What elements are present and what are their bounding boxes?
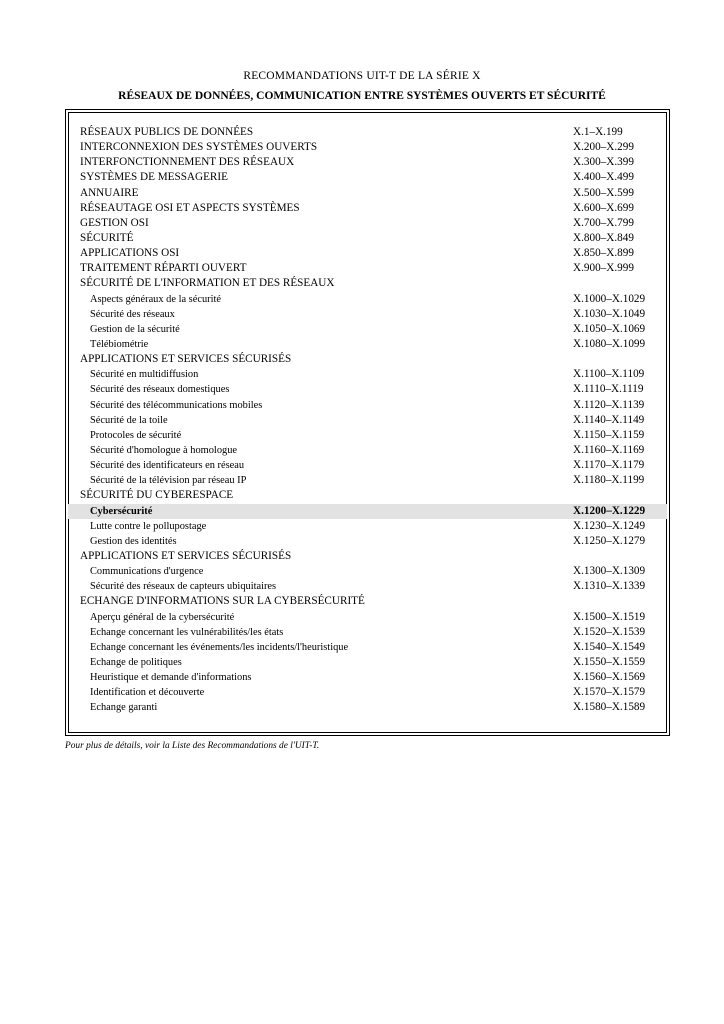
row-range: X.1100–X.1109 (573, 368, 645, 381)
row-label: Cybersécurité (90, 505, 153, 517)
row-label: SÉCURITÉ (80, 231, 134, 244)
row-label: ECHANGE D'INFORMATIONS SUR LA CYBERSÉCURITÉ (80, 595, 365, 608)
row-label: Echange garanti (90, 702, 158, 714)
section-heading-row (68, 276, 667, 291)
section-heading-row (68, 594, 667, 609)
row-label: Sécurité des identificateurs en réseau (90, 460, 245, 472)
row-range: X.700–X.799 (573, 216, 634, 229)
row-range: X.1170–X.1179 (573, 459, 645, 472)
table-row (68, 367, 667, 382)
section-heading-row (68, 352, 667, 367)
row-label: Gestion de la sécurité (90, 323, 180, 335)
section-heading-row (68, 170, 667, 185)
table-row (68, 610, 667, 625)
row-range: X.1000–X.1029 (573, 292, 646, 305)
table-row (68, 337, 667, 352)
row-range: X.1160–X.1169 (573, 443, 645, 456)
table-row (68, 534, 667, 549)
section-heading-row (68, 125, 667, 140)
table-row (68, 322, 667, 337)
section-heading-row (68, 488, 667, 503)
series-title: RECOMMANDATIONS UIT-T DE LA SÉRIE X (243, 70, 481, 82)
footnote: Pour plus de détails, voir la Liste des Recommandations de l'UIT-T. (65, 741, 320, 751)
table-row (68, 398, 667, 413)
recommendations-table (68, 125, 667, 715)
row-range: X.1140–X.1149 (573, 413, 645, 426)
row-label: INTERCONNEXION DES SYSTÈMES OUVERTS (80, 141, 318, 154)
row-label: Sécurité des réseaux de capteurs ubiquitaires (90, 581, 277, 593)
table-row (68, 307, 667, 322)
row-range: X.600–X.699 (573, 201, 634, 214)
row-label: Communications d'urgence (90, 566, 204, 578)
table-row (68, 413, 667, 428)
row-label: Sécurité des télécommunications mobiles (90, 399, 263, 411)
row-label: Télébiométrie (90, 338, 149, 350)
row-range: X.1120–X.1139 (573, 398, 645, 411)
row-range: X.1200–X.1229 (573, 504, 646, 517)
row-range: X.850–X.899 (573, 247, 634, 260)
row-label: Sécurité des réseaux (90, 308, 175, 320)
row-range: X.1500–X.1519 (573, 610, 646, 623)
row-range: X.1–X.199 (573, 126, 623, 138)
section-heading-row (68, 186, 667, 201)
section-heading-row (68, 549, 667, 564)
table-row (68, 670, 667, 685)
row-label: SÉCURITÉ DE L'INFORMATION ET DES RÉSEAUX (80, 277, 335, 290)
row-label: Heuristique et demande d'informations (90, 672, 252, 684)
row-label: APPLICATIONS ET SERVICES SÉCURISÉS (80, 353, 292, 366)
table-row (68, 428, 667, 443)
row-range: X.1080–X.1099 (573, 337, 646, 350)
row-range: X.1560–X.1569 (573, 671, 646, 684)
row-range: X.800–X.849 (573, 231, 634, 244)
table-row (68, 443, 667, 458)
table-row (68, 458, 667, 473)
table-row (68, 504, 667, 519)
row-label: Sécurité d'homologue à homologue (90, 444, 238, 456)
row-range: X.1180–X.1199 (573, 474, 645, 487)
row-label: APPLICATIONS OSI (80, 247, 180, 260)
table-row (68, 640, 667, 655)
row-label: Aperçu général de la cybersécurité (90, 611, 235, 623)
table-row (68, 382, 667, 397)
row-label: SYSTÈMES DE MESSAGERIE (80, 171, 228, 184)
row-range: X.1580–X.1589 (573, 701, 646, 714)
table-row (68, 579, 667, 594)
section-heading-row (68, 231, 667, 246)
row-range: X.1110–X.1119 (573, 383, 644, 396)
row-range: X.1550–X.1559 (573, 655, 646, 668)
row-range: X.1250–X.1279 (573, 534, 646, 547)
row-range: X.1570–X.1579 (573, 686, 646, 699)
row-range: X.400–X.499 (573, 171, 634, 184)
row-label: GESTION OSI (80, 216, 149, 229)
row-label: APPLICATIONS ET SERVICES SÉCURISÉS (80, 549, 292, 562)
series-subtitle: RÉSEAUX DE DONNÉES, COMMUNICATION ENTRE SYSTÈMES OUVERTS ET SÉCURITÉ (118, 90, 606, 102)
section-heading-row (68, 216, 667, 231)
section-heading-row (68, 140, 667, 155)
row-label: Echange de politiques (90, 656, 182, 668)
table-row (68, 700, 667, 715)
table-row (68, 655, 667, 670)
table-row (68, 625, 667, 640)
row-range: X.1150–X.1159 (573, 428, 645, 441)
row-range: X.1540–X.1549 (573, 640, 646, 653)
row-range: X.1050–X.1069 (573, 322, 646, 335)
table-row (68, 564, 667, 579)
row-label: ANNUAIRE (80, 186, 139, 199)
row-label: RÉSEAUTAGE OSI ET ASPECTS SYSTÈMES (80, 201, 300, 214)
row-label: Lutte contre le pollupostage (90, 520, 207, 532)
row-label: Identification et découverte (90, 687, 205, 699)
row-range: X.300–X.399 (573, 156, 634, 169)
row-range: X.1520–X.1539 (573, 625, 646, 638)
row-range: X.1030–X.1049 (573, 307, 646, 320)
row-label: Echange concernant les vulnérabilités/les états (90, 626, 284, 638)
section-heading-row (68, 246, 667, 261)
row-range: X.1230–X.1249 (573, 519, 646, 532)
row-range: X.500–X.599 (573, 186, 634, 199)
section-heading-row (68, 155, 667, 170)
row-range: X.1300–X.1309 (573, 565, 646, 578)
row-label: SÉCURITÉ DU CYBERESPACE (80, 489, 234, 502)
row-label: Sécurité de la toile (90, 414, 168, 426)
table-row (68, 292, 667, 307)
table-row (68, 473, 667, 488)
row-label: Aspects généraux de la sécurité (90, 293, 221, 305)
row-label: Gestion des identités (90, 535, 177, 547)
row-label: Sécurité des réseaux domestiques (90, 384, 230, 396)
row-range: X.1310–X.1339 (573, 580, 646, 593)
row-range: X.200–X.299 (573, 141, 634, 154)
row-label: INTERFONCTIONNEMENT DES RÉSEAUX (80, 156, 295, 169)
table-row (68, 685, 667, 700)
row-range: X.900–X.999 (573, 262, 634, 275)
row-label: RÉSEAUX PUBLICS DE DONNÉES (80, 126, 254, 138)
row-label: Protocoles de sécurité (90, 429, 182, 441)
row-label: Echange concernant les événements/les incidents/l'heuristique (90, 641, 349, 653)
row-label: Sécurité de la télévision par réseau IP (90, 475, 247, 487)
section-heading-row (68, 201, 667, 216)
table-row (68, 519, 667, 534)
row-label: Sécurité en multidiffusion (90, 369, 199, 381)
section-heading-row (68, 261, 667, 276)
row-label: TRAITEMENT RÉPARTI OUVERT (80, 262, 247, 275)
